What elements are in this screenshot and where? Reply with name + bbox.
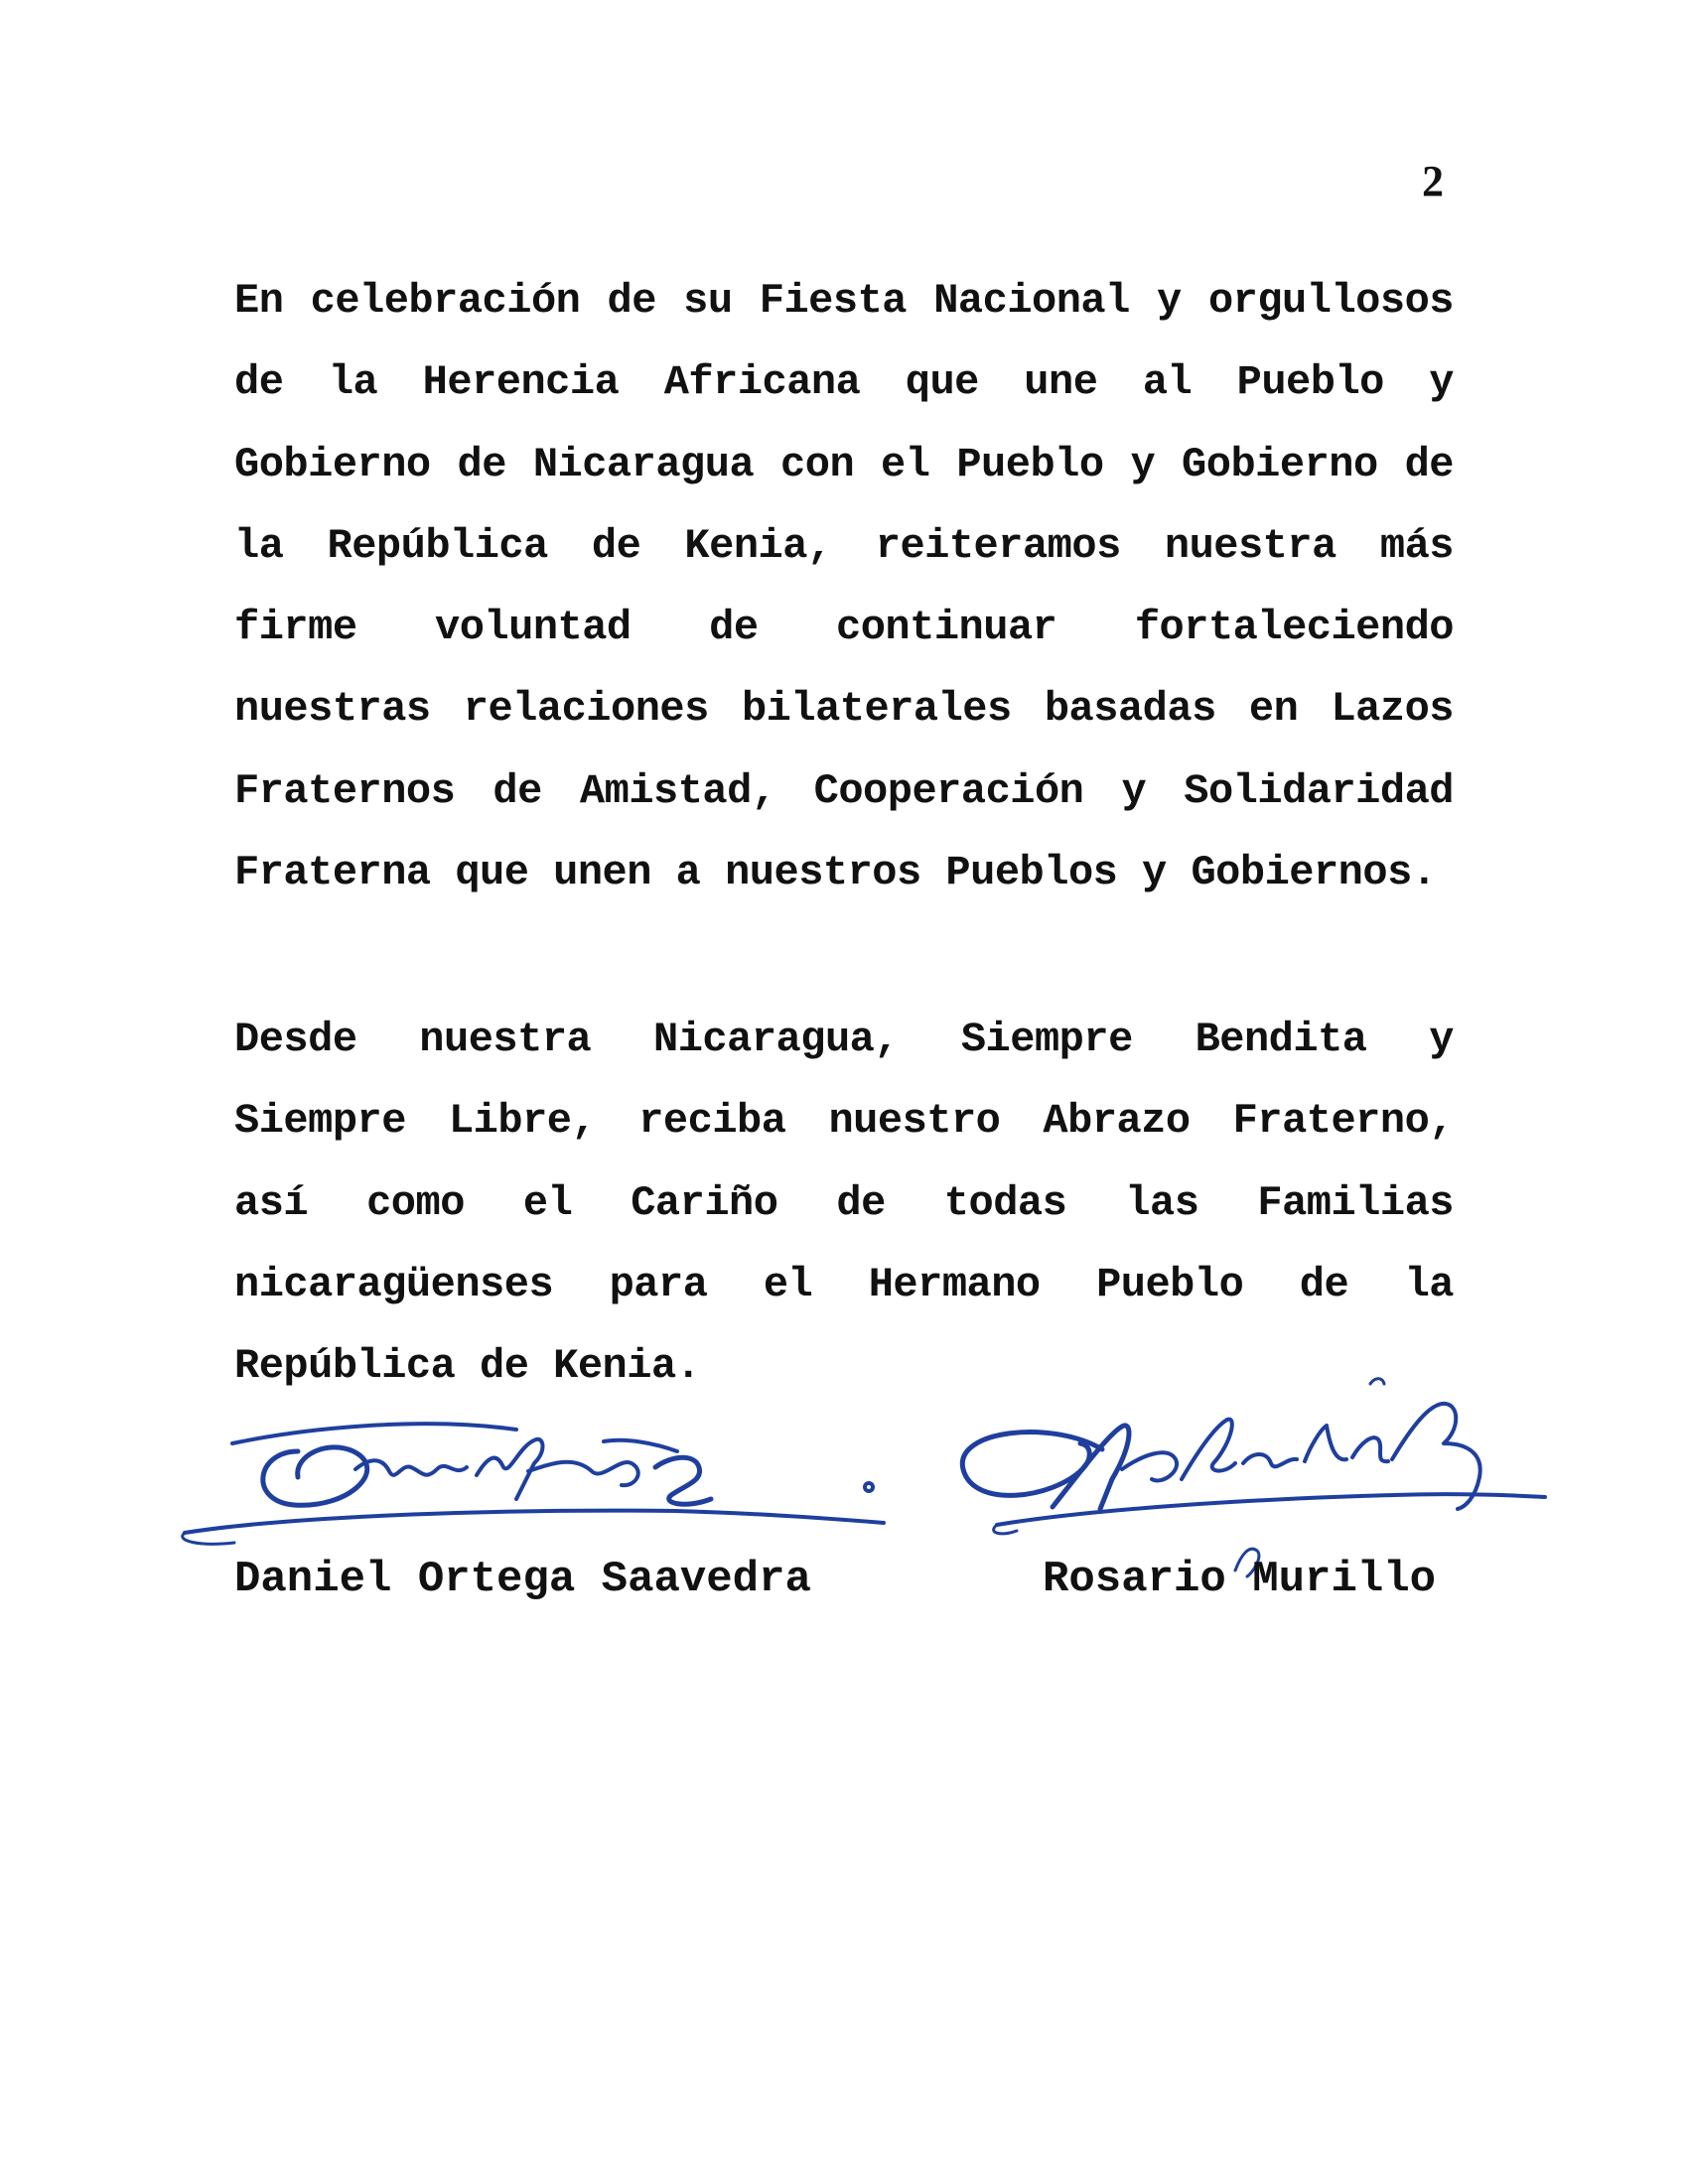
signature-right-image	[962, 1379, 1545, 1576]
signature-left-image	[183, 1424, 884, 1544]
signatory-name-left: Daniel Ortega Saavedra	[234, 1555, 811, 1604]
paragraph-greeting: Desde nuestra Nicaragua, Siempre Bendita y Siempre Libre, reciba nuestro Abrazo Fraterno, así como el Cariño de todas las Familias nicaragüenses para el Hermano Pueblo de la República de Kenia.	[234, 1016, 1454, 1391]
signatory-name-right: Rosario Murillo	[1043, 1555, 1437, 1604]
page-number: 2	[1422, 157, 1444, 205]
signature-block	[0, 1360, 1688, 1618]
paragraph-celebration: En celebración de su Fiesta Nacional y orgullosos de la Herencia Africana que une al Pueblo y Gobierno de Nicaragua con el Pueblo y Gobierno de la República de Kenia, reiteramos nuestra más firme voluntad de continuar fortaleciendo nuestras relaciones bilaterales basadas en Lazos Fraternos de Amistad, Cooperación y Solidaridad Fraterna que unen a nuestros Pueblos y Gobiernos.	[234, 277, 1454, 897]
